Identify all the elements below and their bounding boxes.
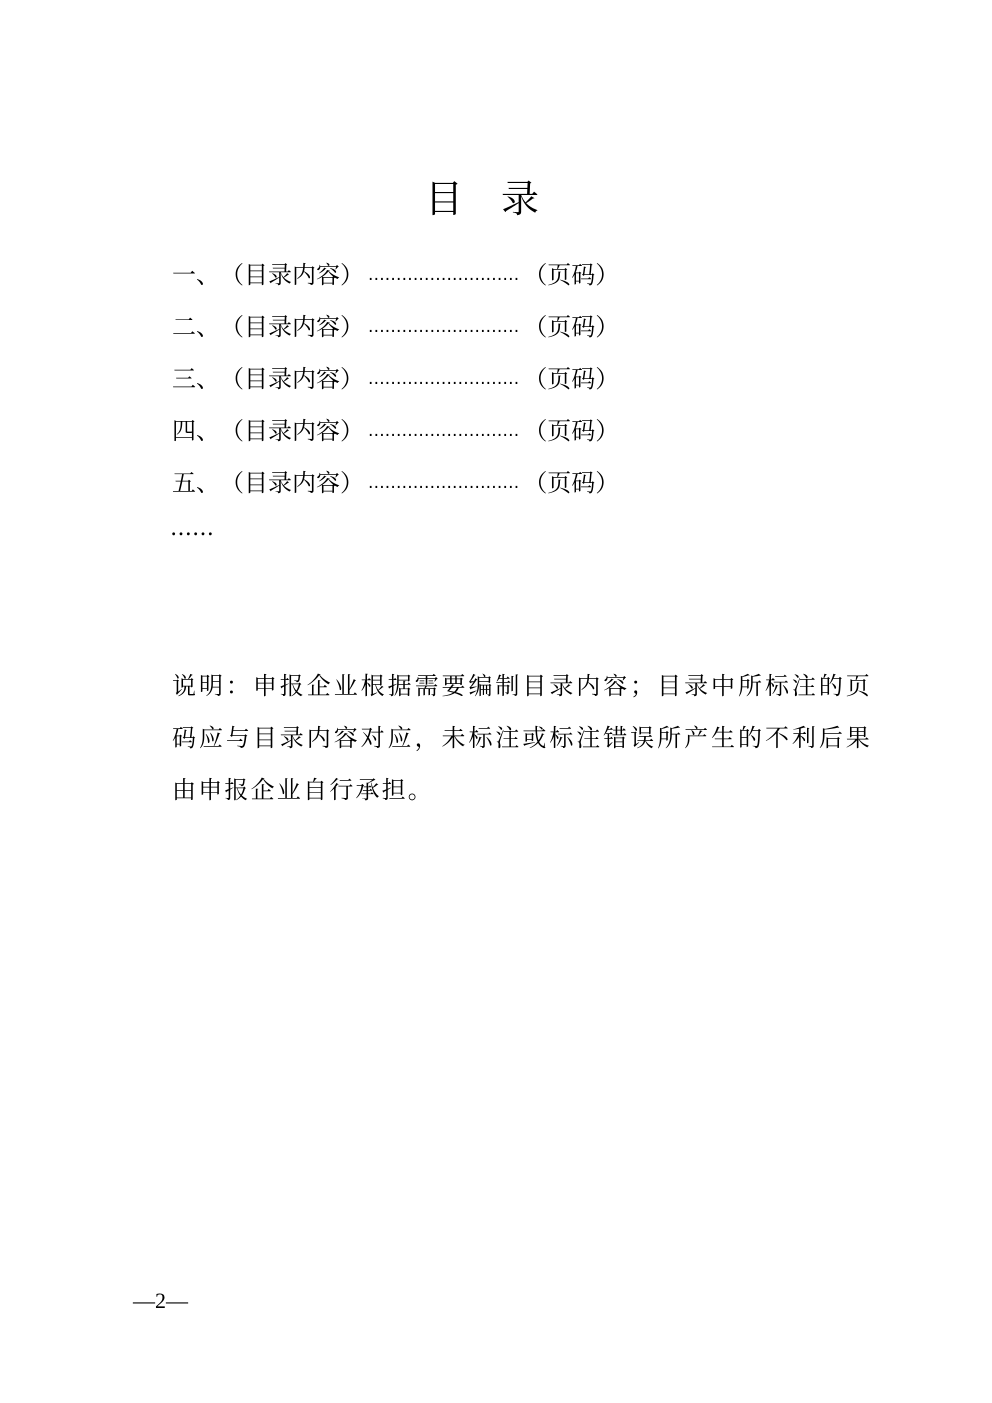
toc-entry-page: （页码） xyxy=(523,416,620,445)
toc-entry-page: （页码） xyxy=(523,364,620,393)
toc-entry-number: 一、 xyxy=(172,260,220,289)
toc-entry-number: 五、 xyxy=(172,468,220,497)
toc-entry xyxy=(172,454,832,506)
toc-entry-page: （页码） xyxy=(523,260,620,289)
explanatory-note: 说明：申报企业根据需要编制目录内容；目录中所标注的页码应与目录内容对应，未标注或标注错误所产生的不利后果由申报企业自行承担。 xyxy=(172,672,872,804)
toc-entry-text: （目录内容） xyxy=(220,312,364,341)
toc-entry-page: （页码） xyxy=(523,312,620,341)
toc-entry xyxy=(172,350,832,402)
toc-entry xyxy=(172,246,832,298)
toc-entry xyxy=(172,298,832,350)
page-number: —2— xyxy=(133,1288,188,1313)
page-title: 目录 xyxy=(424,177,577,221)
toc-dot-leader: ........................... xyxy=(368,473,520,493)
toc-entry-number: 三、 xyxy=(172,364,220,393)
toc-continuation-ellipsis: …… xyxy=(170,516,214,541)
toc-entry-text: （目录内容） xyxy=(220,468,364,497)
toc-entry xyxy=(172,402,832,454)
toc-entry-number: 四、 xyxy=(172,416,220,445)
toc-entry-text: （目录内容） xyxy=(220,416,364,445)
toc-entry-page: （页码） xyxy=(523,468,620,497)
toc-entry-text: （目录内容） xyxy=(220,364,364,393)
toc-entry-number: 二、 xyxy=(172,312,220,341)
table-of-contents xyxy=(172,246,832,506)
toc-entry-text: （目录内容） xyxy=(220,260,364,289)
toc-dot-leader: ........................... xyxy=(368,421,520,441)
toc-dot-leader: ........................... xyxy=(368,317,520,337)
toc-dot-leader: ........................... xyxy=(368,265,520,285)
toc-dot-leader: ........................... xyxy=(368,369,520,389)
